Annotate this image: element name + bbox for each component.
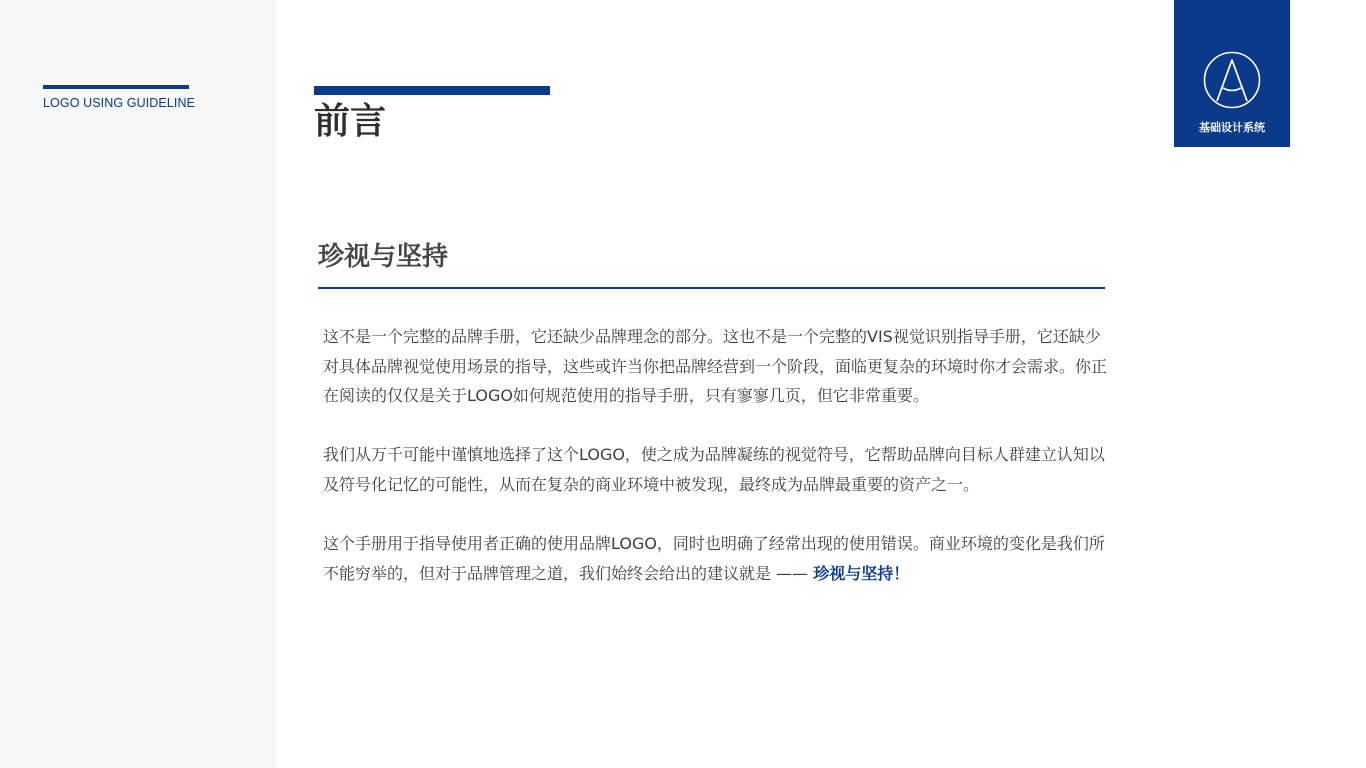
logo-badge	[1174, 0, 1290, 147]
paragraph-1: 这不是一个完整的品牌手册，它还缺少品牌理念的部分。这也不是一个完整的VIS视觉识别指导手册，它还缺少对具体品牌视觉使用场景的指导，这些或许当你把品牌经营到一个阶段，面临更复杂的环境时你才会需求。你正在阅读的仅仅是关于LOGO如何规范使用的指导手册，只有寥寥几页，但它非常重要。	[323, 327, 1108, 406]
paragraph-2: 我们从万千可能中谨慎地选择了这个LOGO，使之成为品牌凝练的视觉符号，它帮助品牌向目标人群建立认知以及符号化记忆的可能性，从而在复杂的商业环境中被发现，最终成为品牌最重要的资产之一。	[323, 445, 1105, 494]
title-accent-bar	[314, 86, 550, 95]
sidebar-accent-bar	[43, 85, 189, 89]
sidebar	[0, 0, 276, 768]
guideline-label: LOGO USING GUIDELINE	[43, 96, 196, 110]
paragraph-3-text: 这个手册用于指导使用者正确的使用品牌LOGO，同时也明确了经常出现的使用错误。商业环境的变化是我们所不能穷举的，但对于品牌管理之道，我们始终会给出的建议就是 ——	[323, 534, 1105, 583]
section-divider	[318, 287, 1105, 289]
paragraph-3	[323, 529, 1115, 588]
preface-body	[323, 322, 1115, 588]
highlight-slogan: 珍视与坚持！	[813, 563, 910, 583]
letter-a-circle-logo-icon	[1203, 51, 1261, 109]
logo-caption: 基础设计系统	[1199, 121, 1265, 134]
page-title: 前言	[314, 101, 387, 142]
section-heading: 珍视与坚持	[318, 242, 449, 272]
